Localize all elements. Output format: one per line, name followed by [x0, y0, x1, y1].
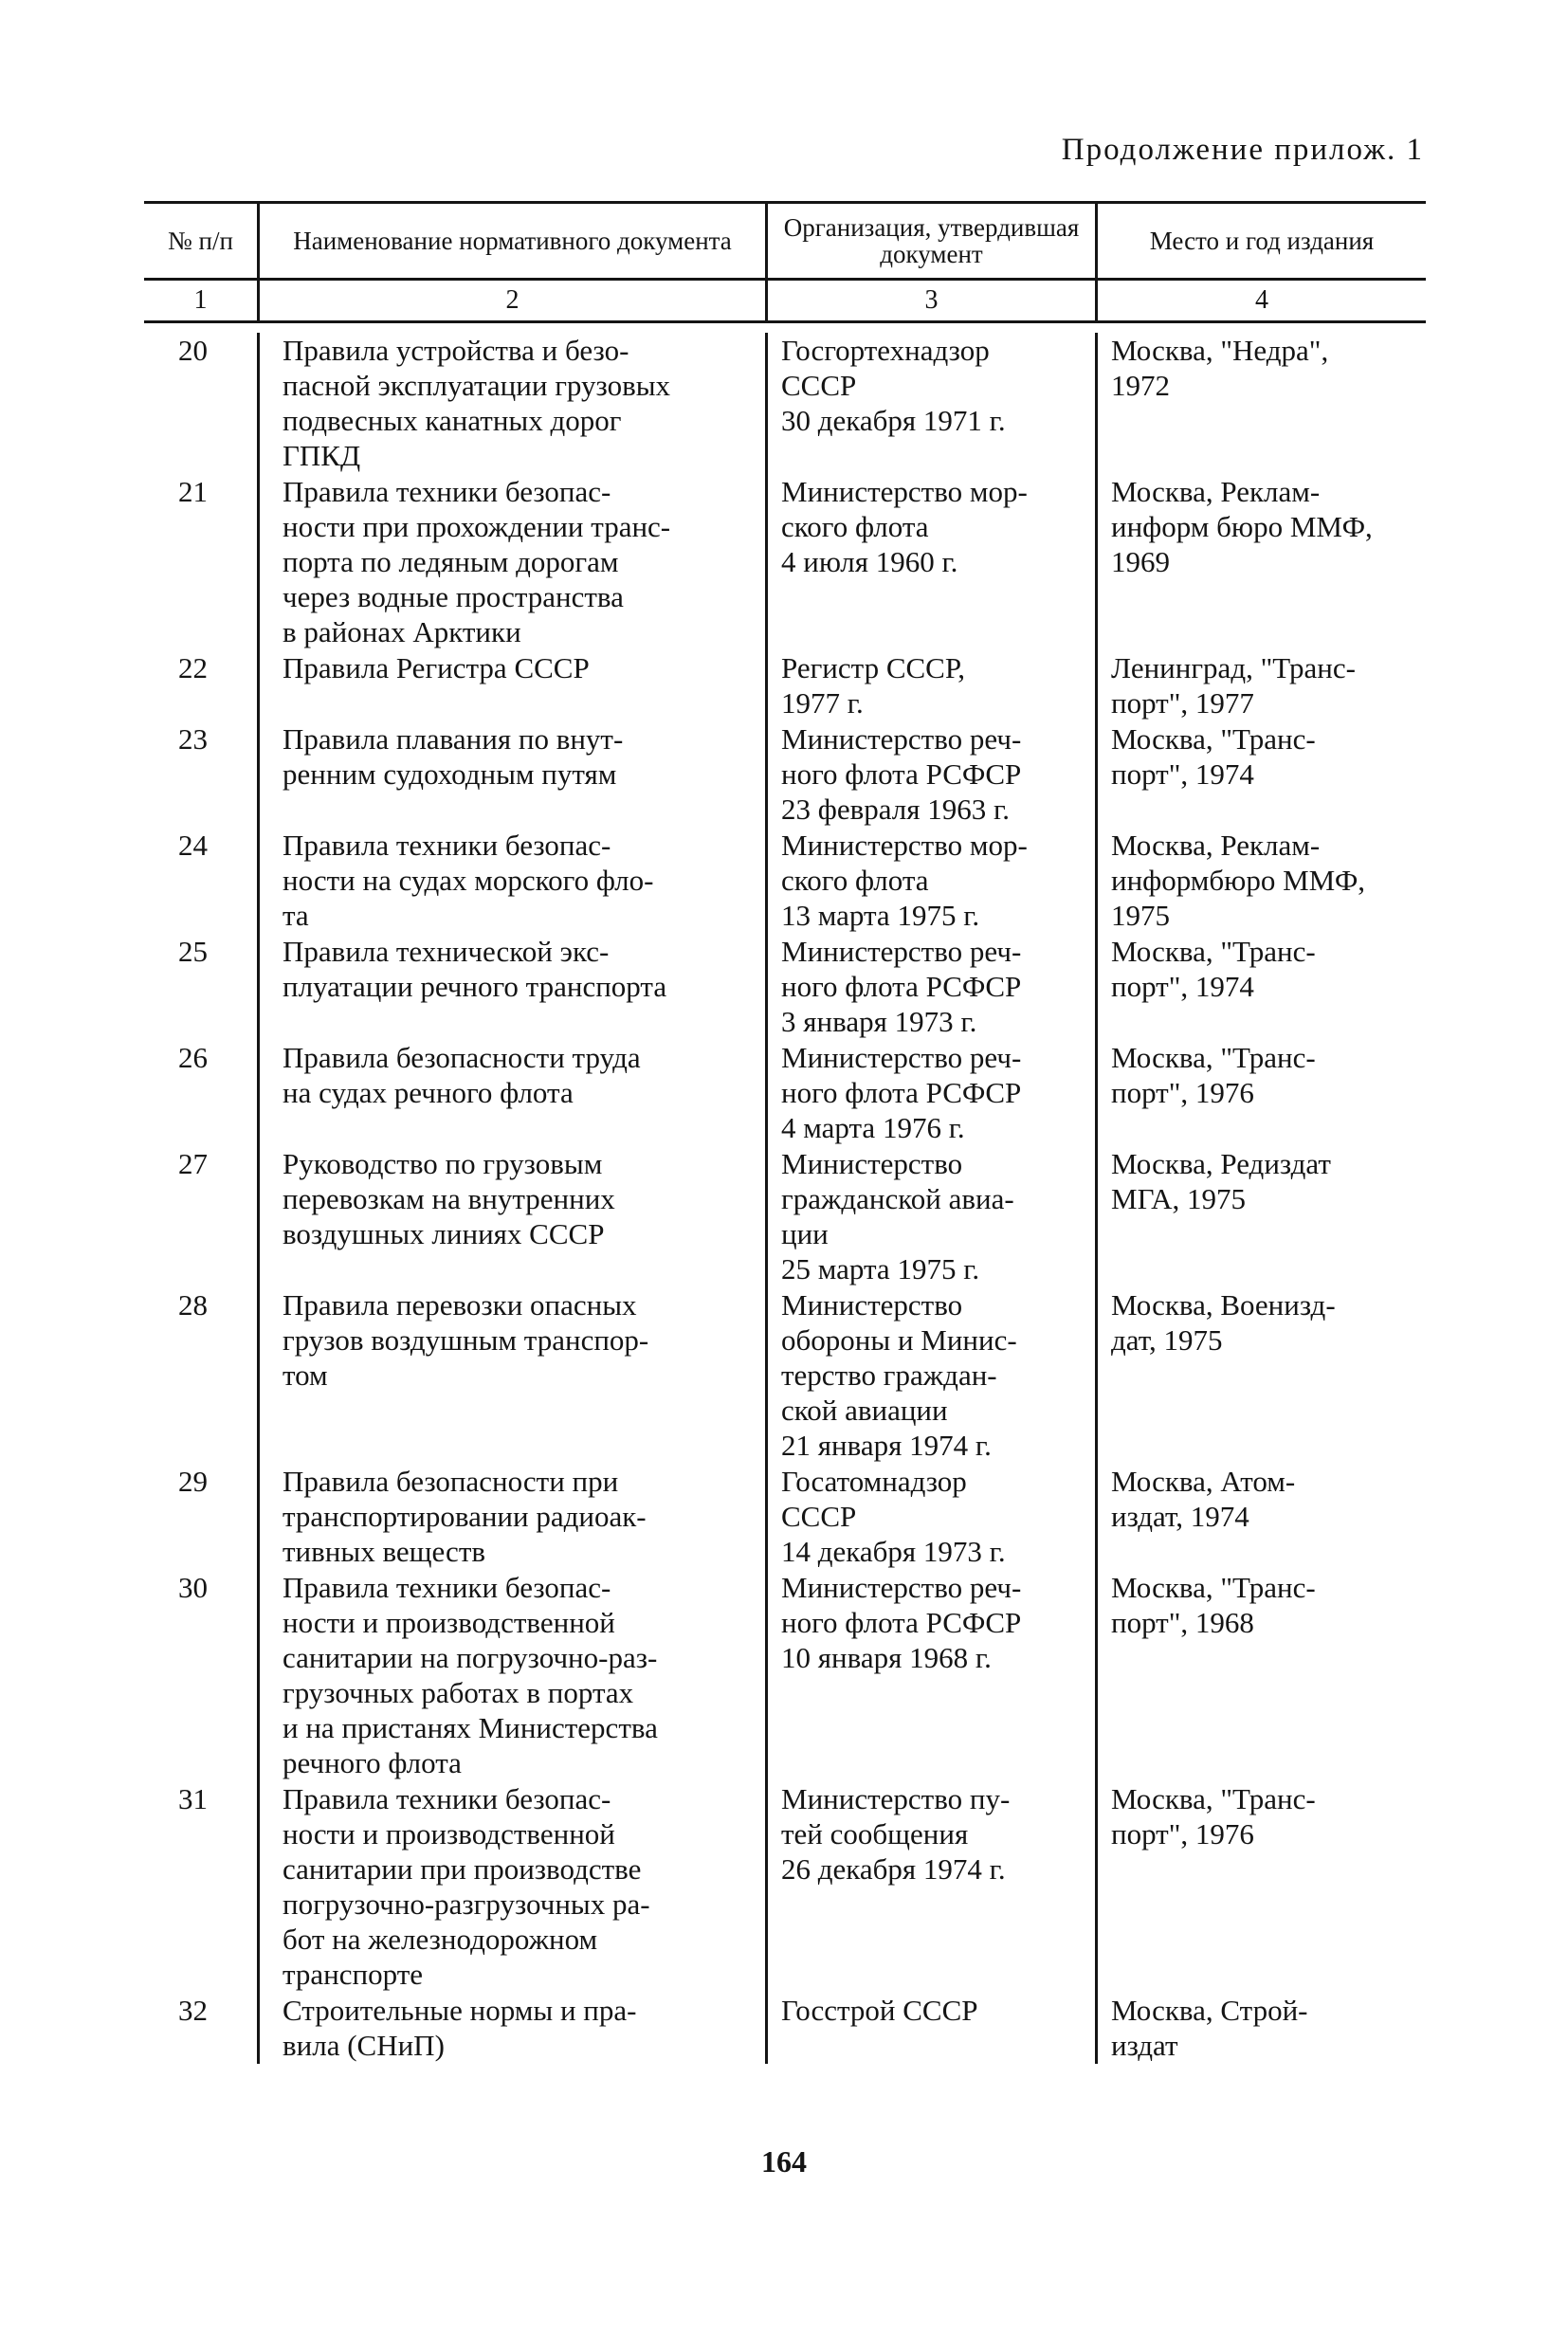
table-cell-document-name: Руководство по грузовым перевозкам на внутренних воздушных линиях СССР	[260, 1146, 768, 1287]
table-cell-row-number: 30	[144, 1570, 260, 1781]
table-cell-document-name: Правила Регистра СССР	[260, 650, 768, 721]
table-cell-document-name: Правила устройства и безо- пасной эксплуатации грузовых подвесных канатных дорог ГПКД	[260, 333, 768, 474]
column-number-2: 2	[260, 281, 768, 320]
table-cell-place-year: Москва, "Транс- порт", 1974	[1111, 935, 1316, 1003]
regulations-table	[144, 201, 1426, 2064]
table-cell-organization: Министерство реч- ного флота РСФСР 3 января 1973 г.	[768, 934, 1098, 1040]
table-cell-place-year: Москва, Атом- издат, 1974	[1111, 1465, 1296, 1533]
table-cell-row-number: 27	[144, 1146, 260, 1287]
table-cell-place-year: Москва, "Транс- порт", 1976	[1111, 1782, 1316, 1851]
table-cell-organization: Министерство обороны и Минис- терство граждан- ской авиации 21 января 1974 г.	[768, 1287, 1098, 1464]
table-cell-row-number: 23	[144, 721, 260, 828]
table-cell-document-name: Правила безопасности при транспортировании радиоак- тивных веществ	[260, 1464, 768, 1570]
table-cell-place-year: Москва, "Транс- порт", 1976	[1111, 1041, 1316, 1109]
table-cell-organization: Министерство реч- ного флота РСФСР 23 февраля 1963 г.	[768, 721, 1098, 828]
table-cell-row-number: 20	[144, 333, 260, 474]
table-cell-place-year: Москва, "Транс- порт", 1974	[1111, 722, 1316, 791]
table-cell-place-year: Ленинград, "Транс- порт", 1977	[1111, 651, 1356, 720]
column-header-document-name: Наименование нормативного документа	[260, 204, 768, 278]
table-header-row	[144, 204, 1426, 278]
table-cell-organization: Министерство мор- ского флота 13 марта 1975 г.	[768, 828, 1098, 934]
table-cell-organization: Госатомнадзор СССР 14 декабря 1973 г.	[768, 1464, 1098, 1570]
continuation-label: Продолжение прилож. 1	[1061, 133, 1424, 167]
table-cell-organization: Госгортехнадзор СССР 30 декабря 1971 г.	[768, 333, 1098, 474]
table-cell-document-name: Строительные нормы и пра- вила (СНиП)	[260, 1993, 768, 2064]
table-cell-place-year: Москва, "Недра", 1972	[1111, 334, 1329, 402]
table-cell-document-name: Правила техники безопас- ности при прохождении транс- порта по ледяным дорогам через водные пространства в районах Арктики	[260, 474, 768, 650]
column-number-4: 4	[1255, 285, 1268, 315]
table-cell-place-year: Москва, Редиздат МГА, 1975	[1111, 1147, 1331, 1215]
table-cell-document-name: Правила техники безопас- ности и производственной санитарии на погрузочно-раз- грузочных работах в портах и на пристанях Министерства речного флота	[260, 1570, 768, 1781]
table-cell-row-number: 32	[144, 1993, 260, 2064]
column-number-1: 1	[144, 281, 260, 320]
column-header-number: № п/п	[144, 204, 260, 278]
column-header-organization: Организация, утвердившая документ	[768, 204, 1098, 278]
table-cell-place-year: Москва, Военизд- дат, 1975	[1111, 1288, 1336, 1357]
column-numbers-row	[144, 281, 1426, 320]
table-cell-row-number: 24	[144, 828, 260, 934]
table-cell-organization: Министерство мор- ского флота 4 июля 1960 г.	[768, 474, 1098, 650]
table-cell-row-number: 21	[144, 474, 260, 650]
column-header-place-year: Место и год издания	[1149, 227, 1375, 255]
table-cell-row-number: 31	[144, 1781, 260, 1993]
table-cell-row-number: 25	[144, 934, 260, 1040]
table-cell-organization: Министерство реч- ного флота РСФСР 4 марта 1976 г.	[768, 1040, 1098, 1146]
table-cell-document-name: Правила техники безопас- ности на судах морского фло- та	[260, 828, 768, 934]
table-cell-document-name: Правила перевозки опасных грузов воздушным транспор- том	[260, 1287, 768, 1464]
table-cell-row-number: 22	[144, 650, 260, 721]
table-cell-place-year: Москва, Реклам- информ бюро ММФ, 1969	[1111, 475, 1373, 578]
table-cell-row-number: 28	[144, 1287, 260, 1464]
table-cell-organization: Министерство реч- ного флота РСФСР 10 января 1968 г.	[768, 1570, 1098, 1781]
table-cell-organization: Министерство гражданской авиа- ции 25 марта 1975 г.	[768, 1146, 1098, 1287]
table-cell-document-name: Правила безопасности труда на судах речного флота	[260, 1040, 768, 1146]
table-cell-organization: Министерство пу- тей сообщения 26 декабря 1974 г.	[768, 1781, 1098, 1993]
table-cell-place-year: Москва, Реклам- информбюро ММФ, 1975	[1111, 829, 1366, 932]
table-cell-row-number: 29	[144, 1464, 260, 1570]
table-cell-organization: Регистр СССР, 1977 г.	[768, 650, 1098, 721]
column-number-3: 3	[768, 281, 1098, 320]
table-cell-organization: Госстрой СССР	[768, 1993, 1098, 2064]
table-cell-place-year: Москва, "Транс- порт", 1968	[1111, 1571, 1316, 1639]
table-cell-document-name: Правила технической экс- плуатации речного транспорта	[260, 934, 768, 1040]
table-cell-document-name: Правила техники безопас- ности и производственной санитарии при производстве погрузочно-разгрузочных ра- бот на железнодорожном транспорте	[260, 1781, 768, 1993]
table-cell-document-name: Правила плавания по внут- ренним судоходным путям	[260, 721, 768, 828]
page-number: 164	[761, 2144, 807, 2179]
table-cell-place-year: Москва, Строй- издат	[1111, 1994, 1308, 2062]
table-body	[144, 323, 1426, 2064]
table-cell-row-number: 26	[144, 1040, 260, 1146]
